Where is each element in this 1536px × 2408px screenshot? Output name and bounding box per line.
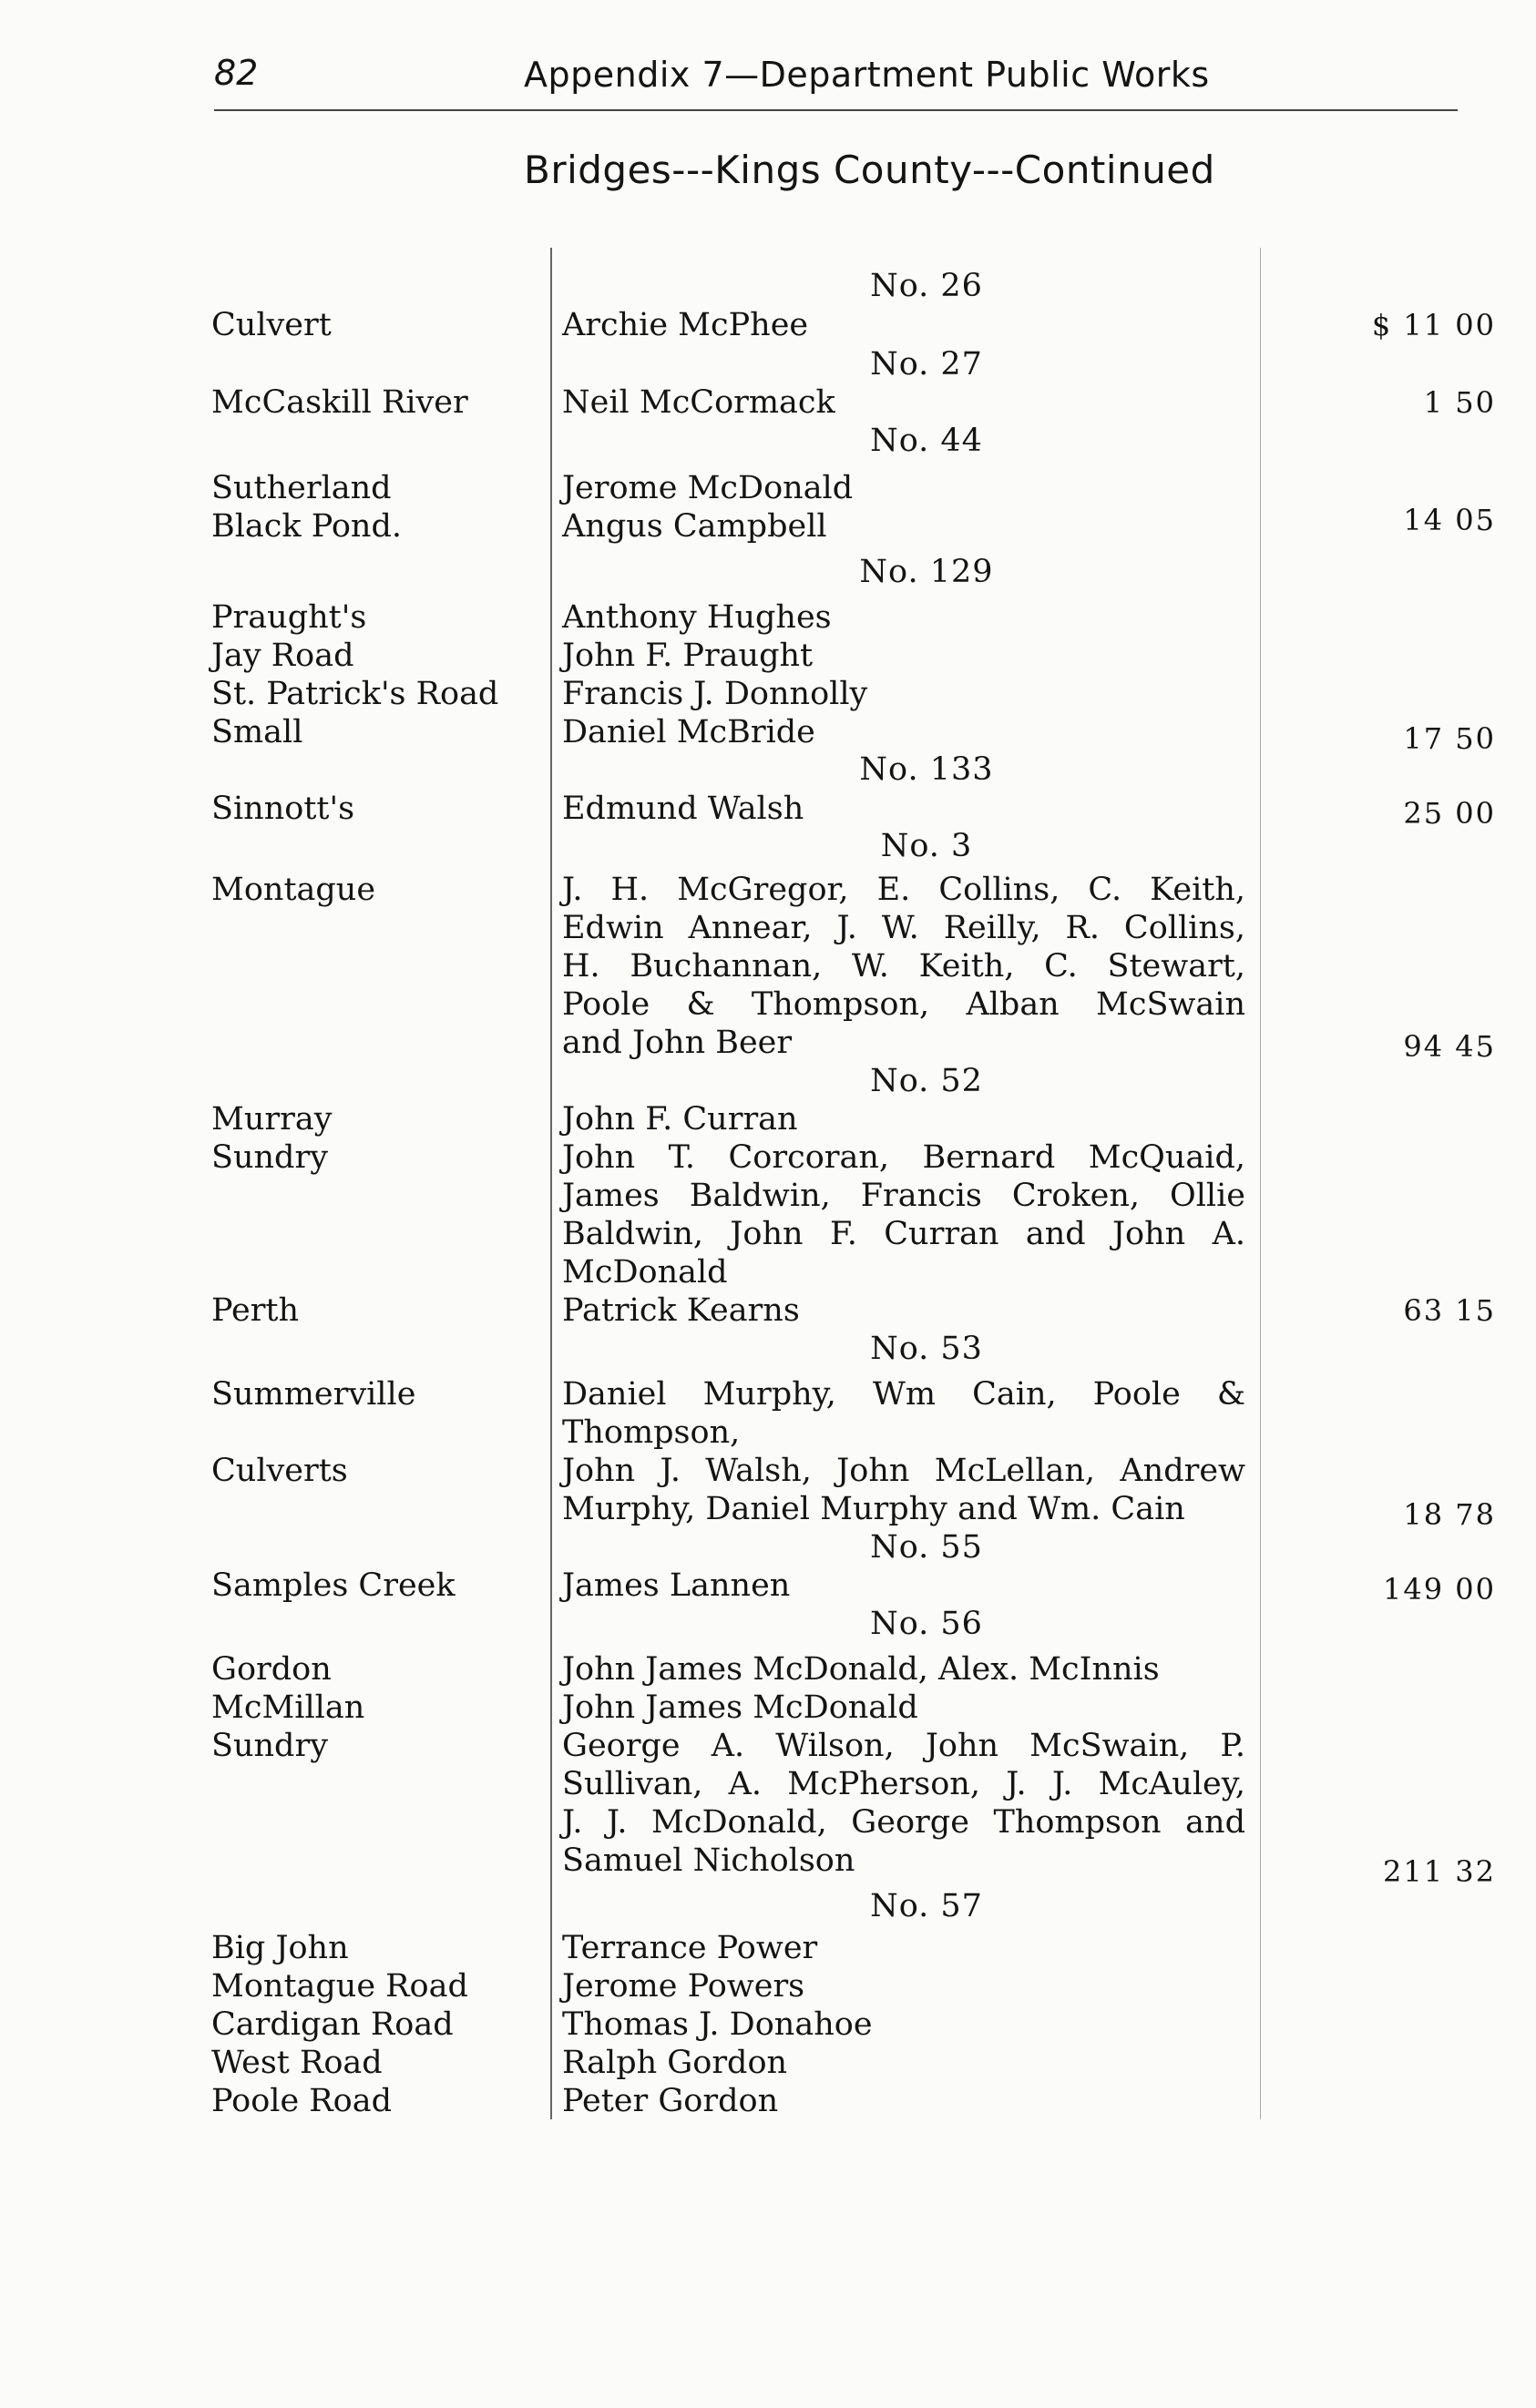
payee-line: John J. Walsh, John McLellan, Andrew (562, 1453, 1245, 1489)
payee-line: J. J. McDonald, George Thompson and (562, 1804, 1245, 1841)
place-name: Culverts (211, 1453, 348, 1489)
payee-name: Peter Gordon (562, 2083, 779, 2119)
payee-name: Francis J. Donnolly (562, 676, 868, 712)
place-name: Sinnott's (211, 791, 355, 827)
contract-number: No. 44 (870, 423, 983, 459)
payee-line: J. H. McGregor, E. Collins, C. Keith, (562, 872, 1245, 908)
payee-line: McDonald (562, 1254, 728, 1291)
payee-line: Thompson, (562, 1414, 741, 1451)
payee-line: Sullivan, A. McPherson, J. J. McAuley, (562, 1766, 1245, 1802)
place-name: Poole Road (211, 2083, 393, 2119)
payee-name: Neil McCormack (562, 384, 835, 421)
amount: 1 50 (1423, 385, 1496, 420)
contract-number: No. 55 (870, 1529, 983, 1566)
payee-line: Baldwin, John F. Curran and John A. (562, 1216, 1245, 1252)
place-name: Culvert (211, 307, 332, 343)
payee-line: Daniel Murphy, Wm Cain, Poole & (562, 1376, 1245, 1413)
payee-name: Ralph Gordon (562, 2045, 788, 2081)
place-name: Montague Road (211, 1968, 468, 2005)
place-name: Perth (211, 1292, 300, 1329)
place-name: Montague (211, 872, 376, 908)
payee-line: George A. Wilson, John McSwain, P. (562, 1728, 1245, 1764)
contract-number: No. 53 (870, 1331, 983, 1367)
payee-line: James Baldwin, Francis Croken, Ollie (562, 1178, 1245, 1214)
amount: 17 50 (1403, 721, 1496, 756)
running-head: Appendix 7—Department Public Works (524, 55, 1210, 95)
amount: 18 78 (1403, 1497, 1496, 1532)
payee-name: John James McDonald, Alex. McInnis (562, 1651, 1160, 1688)
payee-name: James Lannen (562, 1567, 791, 1604)
place-name: Big John (211, 1930, 349, 1966)
place-name: Murray (211, 1101, 333, 1138)
place-name: McMillan (211, 1689, 365, 1726)
amount: $ 11 00 (1371, 308, 1496, 342)
amount: 94 45 (1403, 1029, 1496, 1064)
place-name: Samples Creek (211, 1567, 456, 1604)
place-name: Gordon (211, 1651, 332, 1688)
payee-name: Daniel McBride (562, 714, 815, 750)
place-name: West Road (211, 2045, 383, 2081)
payee-name: Patrick Kearns (562, 1292, 800, 1329)
payee-name: Terrance Power (562, 1930, 818, 1966)
place-name: Sundry (211, 1139, 328, 1176)
payee-line: John T. Corcoran, Bernard McQuaid, (562, 1139, 1245, 1176)
contract-number: No. 57 (870, 1888, 983, 1924)
place-name: Summerville (211, 1376, 416, 1413)
place-name: St. Patrick's Road (211, 676, 499, 712)
contract-number: No. 26 (870, 268, 983, 304)
place-name: Cardigan Road (211, 2006, 454, 2043)
place-name: Black Pond. (211, 508, 402, 545)
payee-name: John James McDonald (562, 1689, 918, 1726)
contract-number: No. 56 (870, 1606, 983, 1642)
page-number: 82 (214, 53, 259, 93)
payee-name: Thomas J. Donahoe (562, 2006, 873, 2043)
amount: 211 32 (1383, 1854, 1496, 1889)
place-name: Small (211, 714, 303, 750)
place-name: Sutherland (211, 470, 392, 506)
place-name: McCaskill River (211, 384, 468, 421)
payee-name: Anthony Hughes (562, 599, 832, 636)
amount: 149 00 (1383, 1572, 1496, 1607)
payee-line: Poole & Thompson, Alban McSwain (562, 986, 1245, 1023)
place-name: Sundry (211, 1728, 328, 1764)
payee-name: John F. Curran (562, 1101, 798, 1138)
amount: 63 15 (1403, 1293, 1496, 1328)
contract-number: No. 133 (859, 751, 994, 788)
place-name: Jay Road (211, 638, 354, 674)
payee-name: Jerome Powers (562, 1968, 805, 2005)
payee-name: Jerome McDonald (562, 470, 854, 506)
contract-number: No. 52 (870, 1063, 983, 1099)
contract-number: No. 3 (880, 828, 973, 864)
section-title: Bridges---Kings County---Continued (524, 148, 1215, 192)
amount: 25 00 (1403, 796, 1496, 831)
amount: 14 05 (1403, 503, 1496, 537)
payee-name: John F. Praught (562, 638, 814, 674)
payee-name: Angus Campbell (562, 508, 827, 545)
payee-line: Edwin Annear, J. W. Reilly, R. Collins, (562, 910, 1245, 946)
payee-name: Edmund Walsh (562, 791, 804, 827)
contract-number: No. 129 (859, 554, 994, 590)
payee-name: Archie McPhee (562, 307, 809, 343)
payee-line: Samuel Nicholson (562, 1842, 855, 1879)
place-name: Praught's (211, 599, 367, 636)
payee-line: and John Beer (562, 1025, 793, 1061)
payee-line: Murphy, Daniel Murphy and Wm. Cain (562, 1491, 1185, 1527)
payee-line: H. Buchannan, W. Keith, C. Stewart, (562, 948, 1245, 985)
contract-number: No. 27 (870, 346, 983, 383)
